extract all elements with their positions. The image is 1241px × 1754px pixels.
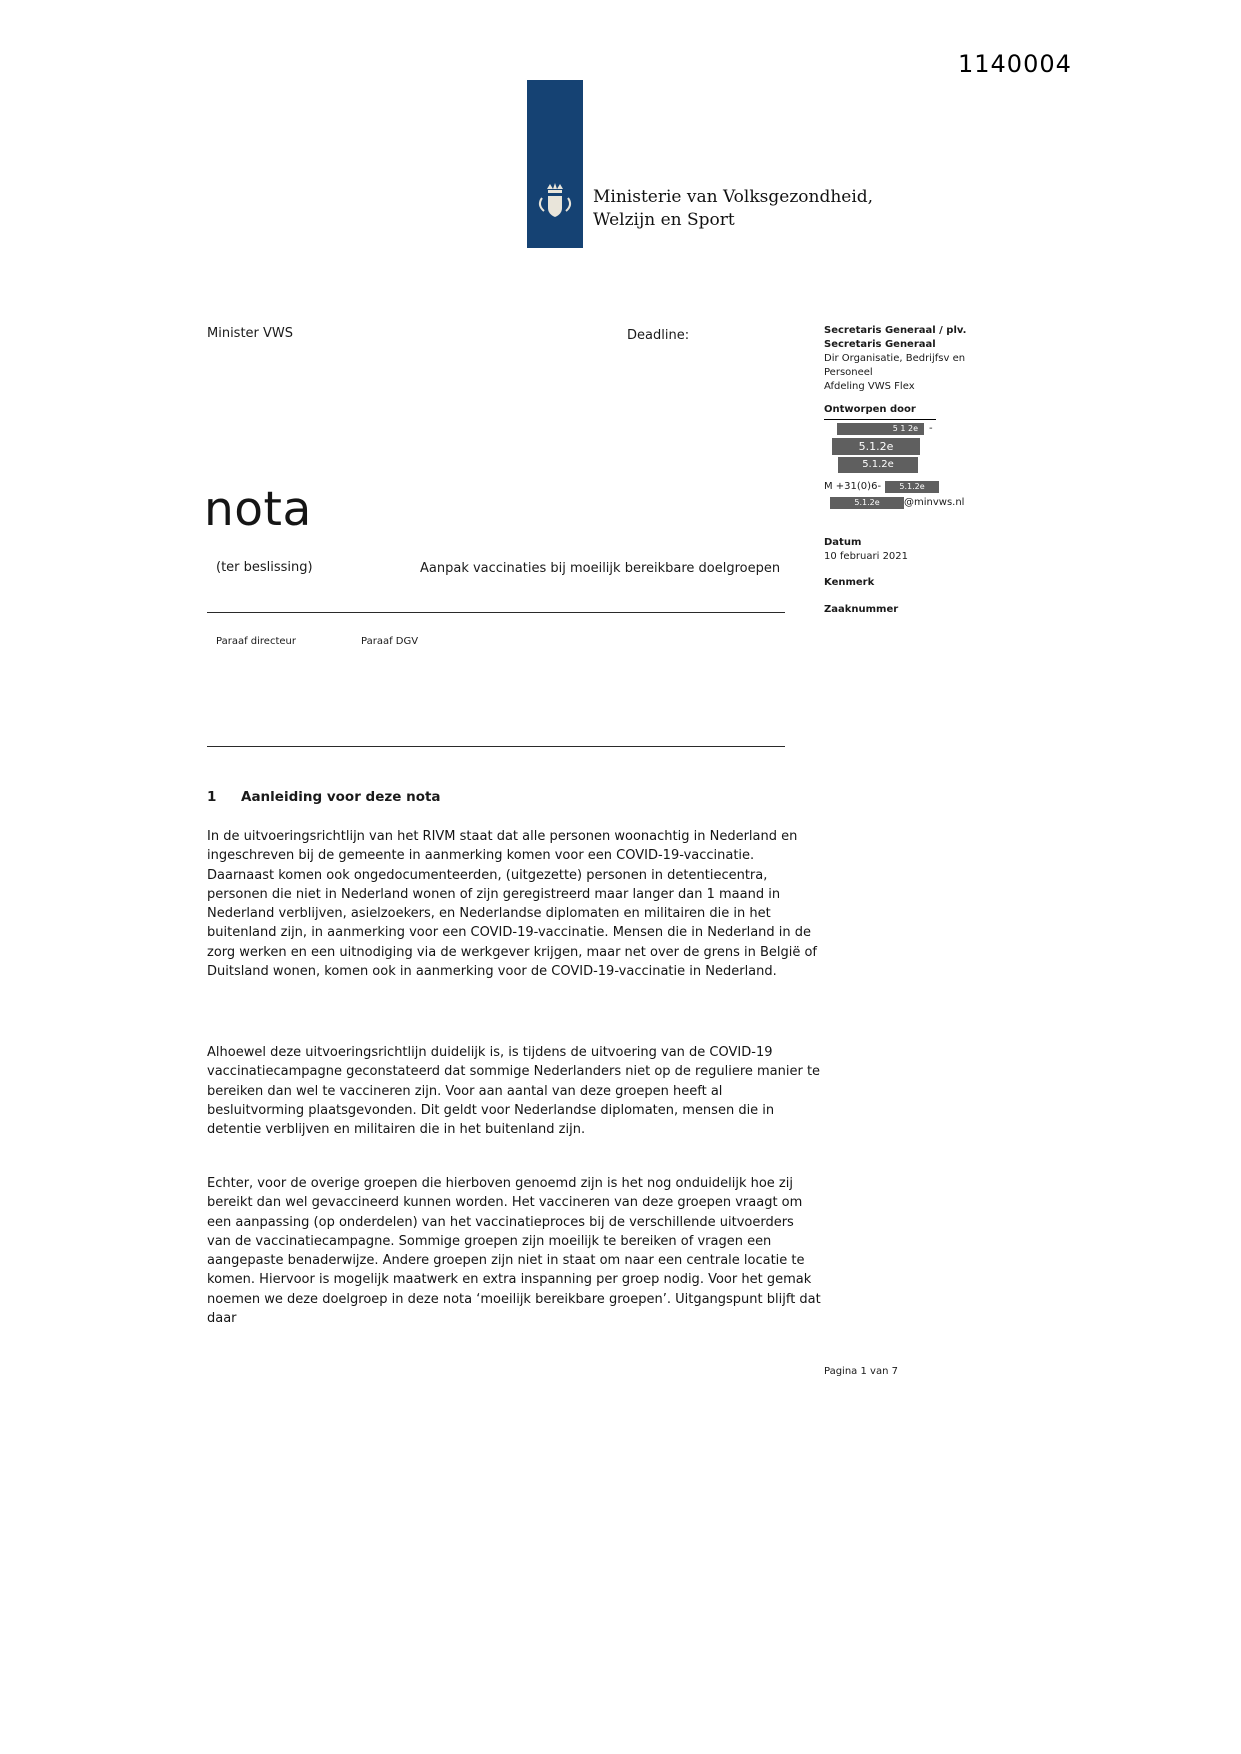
redacted-name-row [824,422,1002,436]
secretaris-generaal-line2: Secretaris Generaal [824,339,936,350]
redaction-block: 5 1 2e [837,423,924,435]
datum-value: 10 februari 2021 [824,551,909,562]
email-suffix: @minvws.nl [904,497,965,508]
nota-title: nota [204,482,312,537]
nota-subject: Aanpak vaccinaties bij moeilijk bereikbare doelgroepen [420,561,781,576]
section-1-heading [207,789,441,805]
rijksoverheid-logo-bar [527,80,583,248]
dash-text: - [929,423,933,434]
body-paragraph: In de uitvoeringsrichtlijn van het RIVM staat dat alle personen woonachtig in Nederland en ingeschreven bij de gemeente in aanmerking komen voor een COVID-19-vaccinatie. Daarnaast komen ook ongedocumenteerden, (uitgezette) personen in detentiecentra, personen die niet in Nederland wonen of zijn geregistreerd maar langer dan 1 maand in Nederland verblijven, asielzoekers, en Nederlandse diplomaten en militairen die in het buitenland zijn, in aanmerking voor een COVID-19-vaccinatie. Mensen die in Nederland in de zorg werken en een uitnodiging via de werkgever krijgen, maar net over de grens in België of Duitsland wonen, komen ook in aanmerking voor de COVID-19-vaccinatie in Nederland. [207,829,818,980]
kenmerk-label: Kenmerk [824,577,875,588]
email-row [824,496,1002,510]
datum-label: Datum [824,537,862,548]
nota-subtitle: (ter beslissing) [216,560,313,575]
horizontal-rule [207,612,785,613]
phone-row [824,480,1002,494]
redaction-block: 5.1.2e [832,438,920,455]
metadata-sidebar [824,324,1002,617]
redacted-name-row [824,438,1002,455]
ministry-name-line1: Ministerie van Volksgezondheid, [593,187,874,207]
paraaf-dgv-label: Paraaf DGV [361,636,419,647]
document-number: 1140004 [958,50,1072,78]
secretaris-generaal-line1: Secretaris Generaal / plv. [824,325,967,336]
ontworpen-door-label: Ontworpen door [824,403,936,420]
body-paragraph: Echter, voor de overige groepen die hierboven genoemd zijn is het nog onduidelijk hoe zij bereikt dan wel gevaccineerd kunnen worden. Het vaccineren van deze groepen vraagt om een aanpassing (op onderdelen) van het vaccinatieproces bij de verschillende uitvoerders van de vaccinatiecampagne. Sommige groepen zijn moeilijk te bereiken of vragen een aangepaste benaderwijze. Andere groepen zijn niet in staat om naar een centrale locatie te komen. Hiervoor is mogelijk maatwerk en extra inspanning per groep nodig. Voor het gemak noemen we deze doelgroep in deze nota ‘moeilijk bereikbare groepen’. Uitgangspunt blijft dat daar [207,1176,821,1327]
horizontal-rule [207,746,785,747]
redacted-name-row [824,457,1002,473]
section-1-title: Aanleiding voor deze nota [241,789,441,805]
directie-line1: Dir Organisatie, Bedrijfsv en [824,353,966,364]
paraaf-directeur-label: Paraaf directeur [216,636,296,647]
ministry-name [593,186,873,232]
deadline-label: Deadline: [627,328,690,343]
ministry-name-line2: Welzijn en Sport [593,210,735,230]
redaction-block: 5.1.2e [838,457,918,473]
coat-of-arms-icon [535,180,575,234]
redaction-block: 5.1.2e [885,481,939,493]
afdeling: Afdeling VWS Flex [824,381,915,392]
minister-label: Minister VWS [207,326,294,341]
page-number: Pagina 1 van 7 [824,1366,898,1377]
phone-prefix: M +31(0)6- [824,481,882,492]
zaaknummer-label: Zaaknummer [824,604,899,615]
section-1-number: 1 [207,789,217,805]
directie-line2: Personeel [824,367,873,378]
redaction-block: 5.1.2e [830,497,904,509]
body-paragraph: Alhoewel deze uitvoeringsrichtlijn duidelijk is, is tijdens de uitvoering van de COVID-19 vaccinatiecampagne geconstateerd dat sommige Nederlanders niet op de reguliere manier te bereiken dan wel te vaccineren zijn. Voor aan aantal van deze groepen heeft al besluitvorming plaatsgevonden. Dit geldt voor Nederlandse diplomaten, mensen die in detentie verblijven en militairen die in het buitenland zijn. [207,1045,821,1138]
